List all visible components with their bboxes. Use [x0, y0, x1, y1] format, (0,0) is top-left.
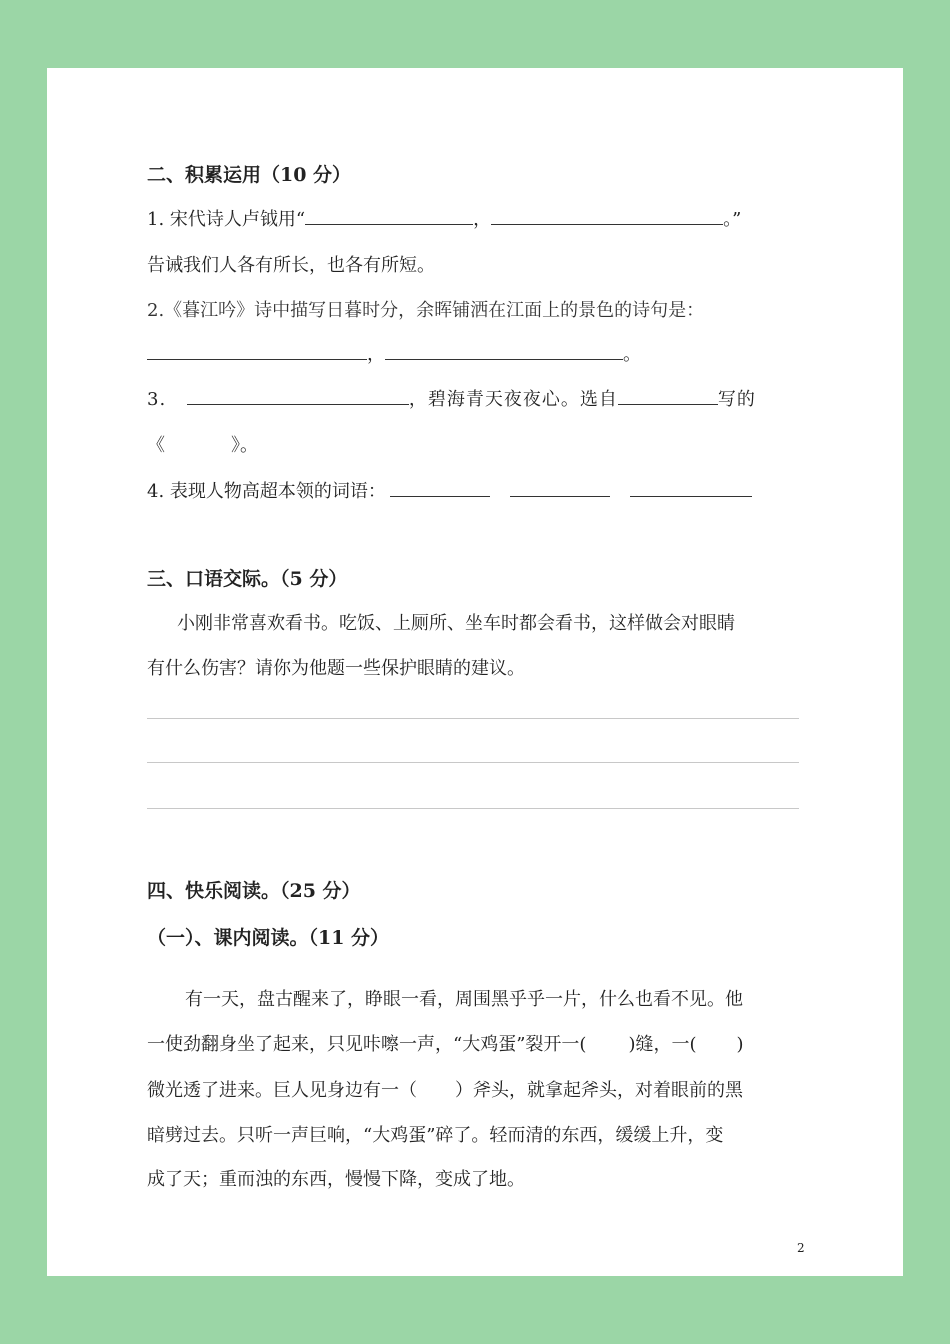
q3-book-open: 《	[147, 435, 165, 456]
q2-line2	[147, 340, 641, 366]
reading-line-4: 暗劈过去。只听一声巨响，“大鸡蛋”碎了。轻而清的东西，缓缓上升，变	[147, 1125, 724, 1146]
reading-line-1: 有一天，盘古醒来了，睁眼一看，周围黑乎乎一片，什么也看不见。他	[185, 989, 743, 1010]
q3-blank-2[interactable]	[618, 386, 718, 405]
q2-line1: 2.《暮江吟》诗中描写日暮时分，余晖铺洒在江面上的景色的诗句是：	[147, 300, 705, 321]
answer-line-3[interactable]	[147, 808, 799, 809]
q1-pre: 宋代诗人卢钺用“	[169, 209, 306, 230]
page-number: 2	[797, 1241, 805, 1255]
section4-title: 四、快乐阅读。（25 分）	[147, 880, 361, 902]
q3-num: 3.	[147, 389, 167, 410]
reading-line-2	[147, 1030, 744, 1056]
q4-text: 4. 表现人物高超本领的词语：	[147, 481, 386, 502]
q1-line1	[147, 205, 741, 231]
q1-line2: 告诫我们人各有所长，也各有所短。	[147, 255, 435, 276]
q4-line	[147, 477, 752, 503]
q4-blank-1[interactable]	[390, 478, 490, 497]
q1-post: 。”	[723, 209, 742, 230]
q1-blank-2[interactable]	[491, 206, 723, 225]
q4-blank-2[interactable]	[510, 478, 610, 497]
q1-blank-1[interactable]	[305, 206, 473, 225]
reading-line-5: 成了天；重而浊的东西，慢慢下降，变成了地。	[147, 1169, 525, 1190]
q1-num: 1.	[147, 209, 165, 230]
reading-line-2b: )缝，一(	[628, 1034, 697, 1055]
q2-comma: ，	[367, 344, 385, 365]
q3-book-close: 》。	[231, 435, 258, 456]
q3-blank-1[interactable]	[187, 386, 409, 405]
reading-line-3	[147, 1076, 743, 1102]
answer-line-1[interactable]	[147, 718, 799, 719]
q3-line1	[147, 385, 756, 411]
section2-title: 二、积累运用（10 分）	[147, 164, 352, 186]
reading-line-2c: )	[736, 1034, 744, 1055]
q4-blank-3[interactable]	[630, 478, 752, 497]
q2-blank-1[interactable]	[147, 341, 367, 360]
q2-end: 。	[623, 344, 641, 365]
q3-mid: ，碧海青天夜夜心。选自	[408, 389, 618, 410]
reading-line-3b: ）斧头，就拿起斧头，对着眼前的黑	[455, 1080, 743, 1101]
reading-line-3a: 微光透了进来。巨人见身边有一（	[147, 1080, 417, 1101]
q2-blank-2[interactable]	[385, 341, 623, 360]
worksheet-page	[47, 68, 903, 1276]
section3-para1: 小刚非常喜欢看书。吃饭、上厕所、坐车时都会看书，这样做会对眼睛	[177, 613, 735, 634]
q3-line2	[147, 431, 258, 457]
q3-post: 写的	[717, 389, 756, 410]
reading-line-2a: 一使劲翻身坐了起来，只见咔嚓一声，“大鸡蛋”裂开一(	[147, 1034, 587, 1055]
section4-subtitle: （一）、课内阅读。（11 分）	[147, 927, 390, 949]
answer-line-2[interactable]	[147, 762, 799, 763]
q1-comma: ，	[473, 209, 492, 230]
section3-para2: 有什么伤害？请你为他题一些保护眼睛的建议。	[147, 658, 525, 679]
section3-title: 三、口语交际。（5 分）	[147, 568, 348, 590]
